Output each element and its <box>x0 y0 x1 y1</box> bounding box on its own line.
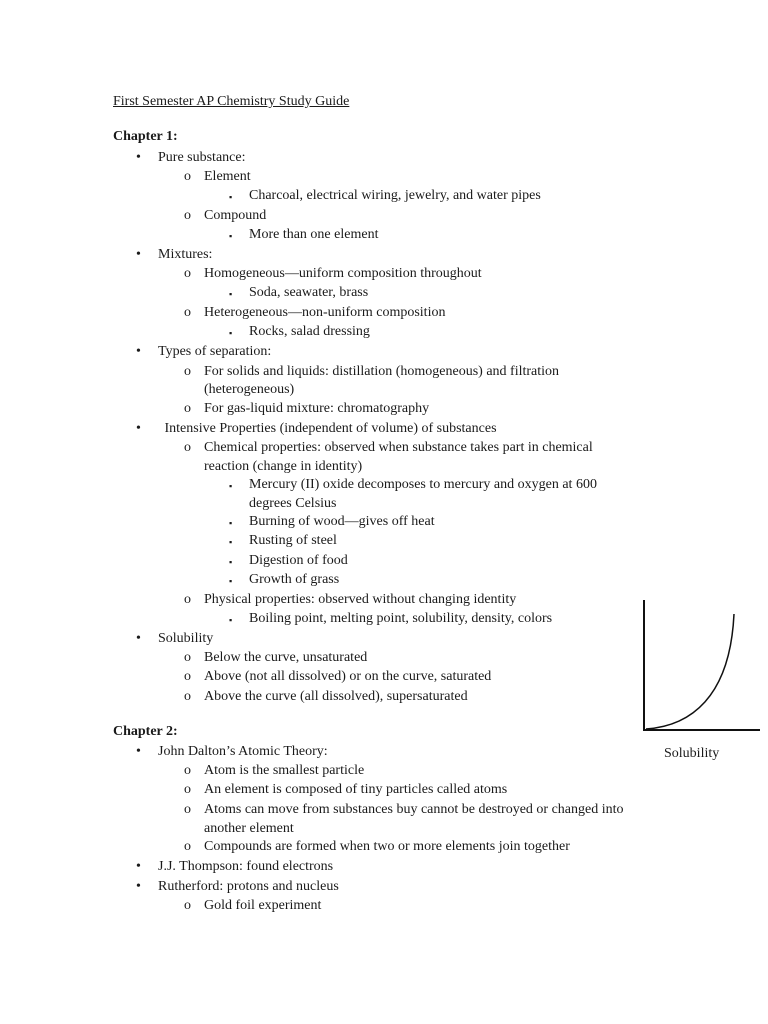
bullet-circle: o <box>184 266 191 281</box>
bullet-circle: o <box>184 364 191 379</box>
solubility-curve-graph <box>640 598 760 738</box>
bullet-circle: o <box>184 782 191 797</box>
list-item: Boiling point, melting point, solubility, density, colors <box>249 611 553 626</box>
list-item: Atoms can move from substances buy cannot be destroyed or changed into <box>204 802 624 817</box>
bullet-circle: o <box>184 763 191 778</box>
list-item: Rusting of steel <box>249 533 337 548</box>
bullet-circle: o <box>184 802 191 817</box>
bullet-dot: • <box>136 247 141 262</box>
bullet-circle: o <box>184 898 191 913</box>
bullet-dot: • <box>136 150 141 165</box>
bullet-dot: • <box>136 631 141 646</box>
bullet-circle: o <box>184 689 191 704</box>
list-item: Homogeneous—uniform composition throughout <box>204 266 482 281</box>
list-item: Below the curve, unsaturated <box>204 650 368 665</box>
graph-label: Solubility <box>664 746 720 761</box>
chapter-1-heading: Chapter 1: <box>113 129 178 144</box>
list-item: Burning of wood—gives off heat <box>249 514 435 529</box>
list-item: Mercury (II) oxide decomposes to mercury and oxygen at 600 <box>249 477 597 492</box>
list-item: Heterogeneous—non-uniform composition <box>204 305 446 320</box>
bullet-circle: o <box>184 305 191 320</box>
list-item: Above the curve (all dissolved), supersaturated <box>204 689 468 704</box>
document-title: First Semester AP Chemistry Study Guide <box>113 94 350 109</box>
list-item-continuation: another element <box>204 821 294 836</box>
list-item: Soda, seawater, brass <box>249 285 369 300</box>
list-item: Charcoal, electrical wiring, jewelry, and water pipes <box>249 188 541 203</box>
list-item: Element <box>204 169 251 184</box>
list-item-continuation: degrees Celsius <box>249 496 337 511</box>
list-item: Growth of grass <box>249 572 340 587</box>
list-item: Digestion of food <box>249 553 348 568</box>
list-item: Chemical properties: observed when substance takes part in chemical <box>204 440 593 455</box>
list-item: Gold foil experiment <box>204 898 322 913</box>
list-item: An element is composed of tiny particles called atoms <box>204 782 508 797</box>
bullet-circle: o <box>184 208 191 223</box>
list-item: Compound <box>204 208 267 223</box>
bullet-dot: • <box>136 421 141 436</box>
bullet-dot: • <box>136 859 141 874</box>
list-item: Above (not all dissolved) or on the curve, saturated <box>204 669 492 684</box>
bullet-square: ▪ <box>229 518 233 528</box>
list-item: Pure substance: <box>158 150 246 165</box>
list-item: Types of separation: <box>158 344 272 359</box>
bullet-square: ▪ <box>229 615 233 625</box>
bullet-circle: o <box>184 669 191 684</box>
list-item: Intensive Properties (independent of volume) of substances <box>161 421 497 436</box>
list-item: Physical properties: observed without changing identity <box>204 592 517 607</box>
bullet-circle: o <box>184 650 191 665</box>
list-item-continuation: reaction (change in identity) <box>204 459 363 474</box>
bullet-dot: • <box>136 344 141 359</box>
bullet-square: ▪ <box>229 192 233 202</box>
bullet-square: ▪ <box>229 537 233 547</box>
bullet-square: ▪ <box>229 328 233 338</box>
chapter-2-heading: Chapter 2: <box>113 724 178 739</box>
list-item: For gas-liquid mixture: chromatography <box>204 401 430 416</box>
bullet-square: ▪ <box>229 557 233 567</box>
list-item: Compounds are formed when two or more elements join together <box>204 839 570 854</box>
bullet-square: ▪ <box>229 231 233 241</box>
bullet-circle: o <box>184 401 191 416</box>
solubility-curve <box>646 614 734 729</box>
bullet-circle: o <box>184 592 191 607</box>
list-item: Solubility <box>158 631 214 646</box>
list-item: Rutherford: protons and nucleus <box>158 879 339 894</box>
list-item: J.J. Thompson: found electrons <box>158 859 334 874</box>
bullet-circle: o <box>184 839 191 854</box>
bullet-dot: • <box>136 879 141 894</box>
bullet-square: ▪ <box>229 481 233 491</box>
list-item: Atom is the smallest particle <box>204 763 365 778</box>
list-item-continuation: (heterogeneous) <box>204 382 295 397</box>
bullet-square: ▪ <box>229 576 233 586</box>
bullet-square: ▪ <box>229 289 233 299</box>
list-item: More than one element <box>249 227 379 242</box>
list-item: For solids and liquids: distillation (homogeneous) and filtration <box>204 364 560 379</box>
list-item: John Dalton’s Atomic Theory: <box>158 744 328 759</box>
bullet-dot: • <box>136 744 141 759</box>
bullet-circle: o <box>184 440 191 455</box>
list-item: Rocks, salad dressing <box>249 324 370 339</box>
list-item: Mixtures: <box>158 247 213 262</box>
bullet-circle: o <box>184 169 191 184</box>
